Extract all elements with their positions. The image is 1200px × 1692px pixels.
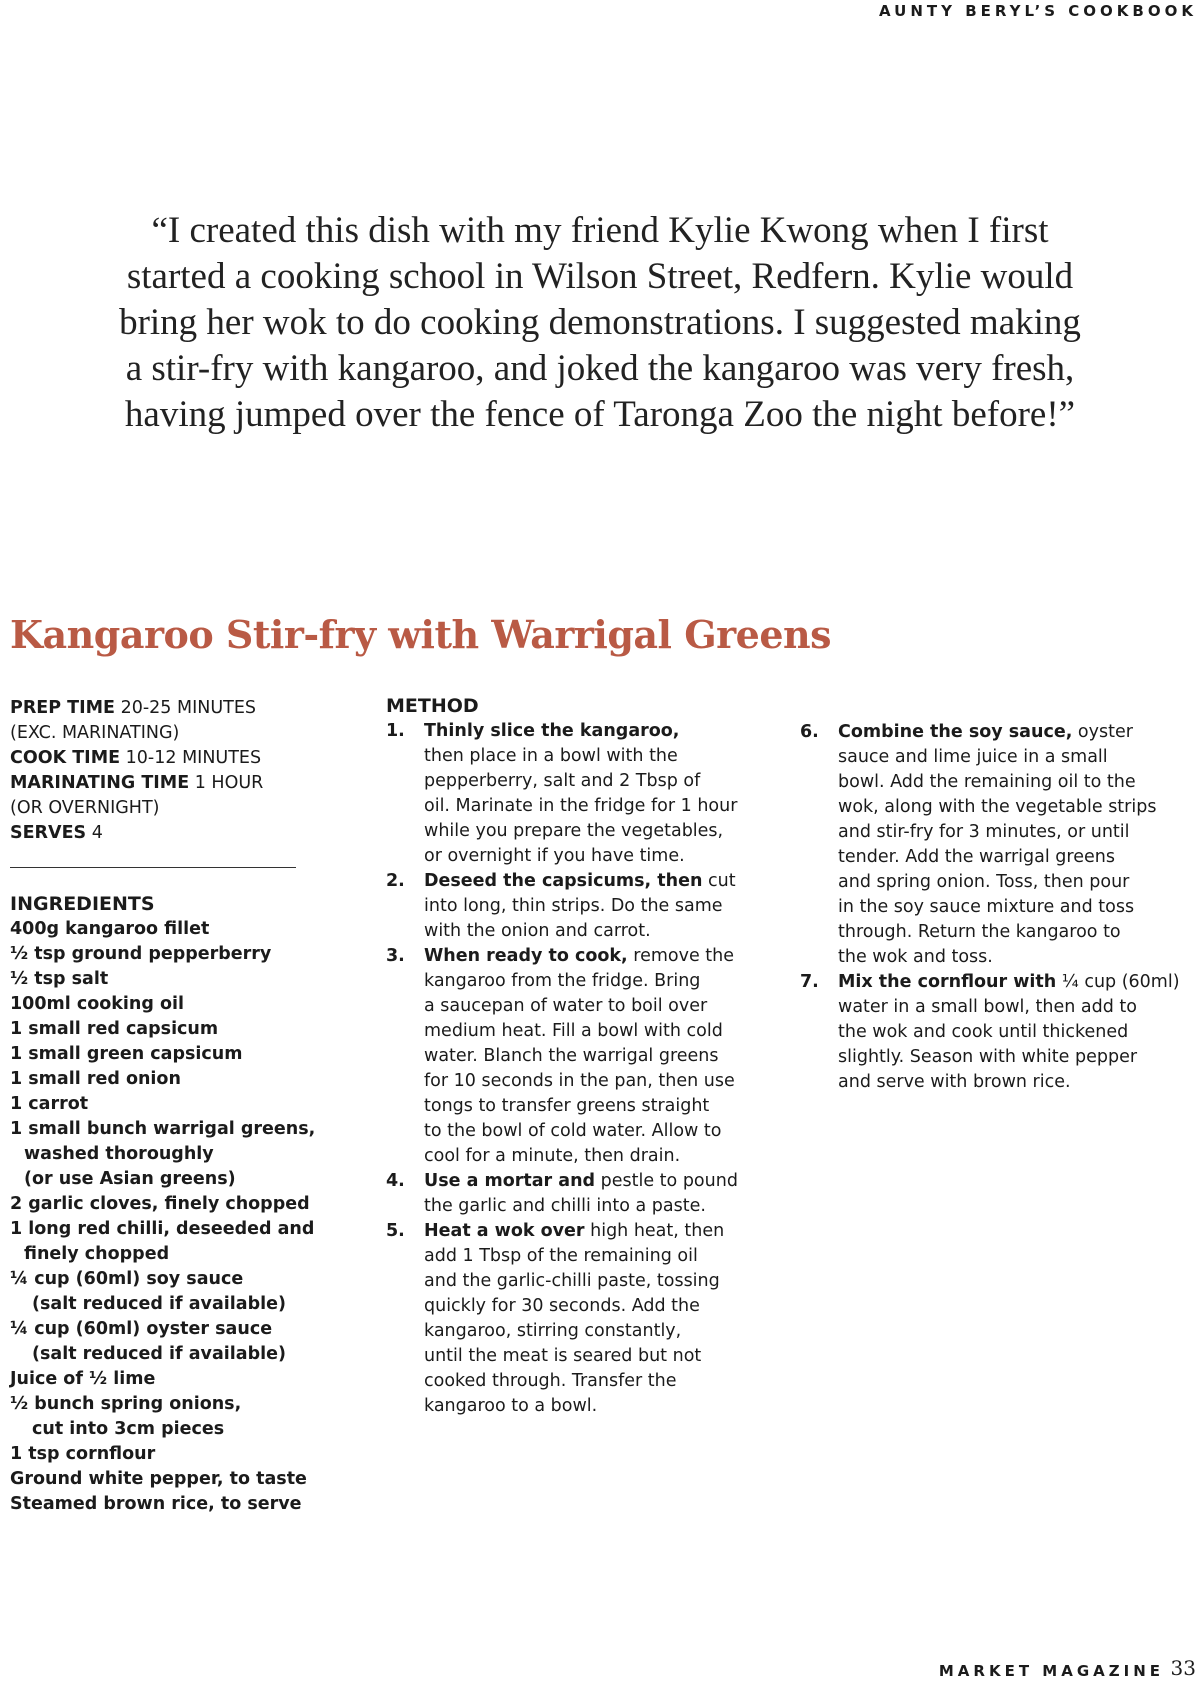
marinating-time-value: 1 HOUR	[194, 773, 264, 793]
ingredient-item: 1 long red chilli, deseeded and	[10, 1219, 315, 1239]
quote-line: a stir-fry with kangaroo, and joked the kangaroo was very fresh,	[125, 348, 1075, 389]
ingredient-item: Steamed brown rice, to serve	[10, 1494, 302, 1514]
ingredients-heading: INGREDIENTS	[10, 893, 155, 915]
ingredient-item-continued: finely chopped	[24, 1244, 170, 1264]
page-number: 33	[1170, 1656, 1196, 1680]
step-line: sauce and lime juice in a small	[838, 747, 1108, 767]
step-line: water. Blanch the warrigal greens	[424, 1046, 719, 1066]
step-line: and serve with brown rice.	[838, 1072, 1071, 1092]
ingredient-item: 1 small bunch warrigal greens,	[10, 1119, 316, 1139]
pull-quote	[60, 208, 1140, 438]
step-lead-rest: remove the	[627, 946, 735, 966]
step-text	[838, 970, 1180, 1095]
ingredient-item: 1 small green capsicum	[10, 1044, 243, 1064]
method-step	[386, 869, 756, 944]
method-column	[386, 694, 756, 1419]
step-number: 4.	[386, 1171, 405, 1191]
ingredient-item: ½ tsp ground pepperberry	[10, 944, 272, 964]
step-line: water in a small bowl, then add to	[838, 997, 1137, 1017]
method-step	[386, 944, 756, 1169]
step-lead: Combine the soy sauce,	[838, 722, 1073, 742]
ingredient-item: ¼ cup (60ml) soy sauce	[10, 1269, 244, 1289]
step-text	[424, 1169, 756, 1219]
quote-line: bring her wok to do cooking demonstrations. I suggested making	[119, 302, 1081, 343]
ingredient-item: 100ml cooking oil	[10, 994, 185, 1014]
cook-time-label: COOK TIME	[10, 748, 121, 768]
method-step	[800, 720, 1180, 970]
step-number: 3.	[386, 946, 405, 966]
step-line: cooked through. Transfer the	[424, 1371, 677, 1391]
ingredient-item: 1 carrot	[10, 1094, 89, 1114]
serves-value: 4	[91, 823, 103, 843]
step-line: or overnight if you have time.	[424, 846, 685, 866]
step-line: kangaroo from the fridge. Bring	[424, 971, 701, 991]
prep-time-value: 20-25 MINUTES	[120, 698, 257, 718]
ingredient-item-continued: cut into 3cm pieces	[32, 1419, 225, 1439]
step-line: into long, thin strips. Do the same	[424, 896, 723, 916]
marinating-time-label: MARINATING TIME	[10, 773, 190, 793]
step-line: bowl. Add the remaining oil to the	[838, 772, 1136, 792]
step-line: a saucepan of water to boil over	[424, 996, 708, 1016]
recipe-info-column	[10, 696, 316, 1517]
marinating-time-note: (OR OVERNIGHT)	[10, 798, 160, 818]
step-lead: Use a mortar and	[424, 1171, 596, 1191]
step-line: kangaroo to a bowl.	[424, 1396, 598, 1416]
recipe-title: Kangaroo Stir-fry with Warrigal Greens	[10, 612, 832, 657]
step-line: then place in a bowl with the	[424, 746, 678, 766]
quote-line: having jumped over the fence of Taronga Zoo the night before!”	[124, 394, 1076, 435]
method-step	[386, 1169, 756, 1219]
ingredient-item: ½ tsp salt	[10, 969, 109, 989]
ingredient-item: ½ bunch spring onions,	[10, 1394, 242, 1414]
serves	[10, 821, 310, 846]
magazine-footer: MARKET MAGAZINE	[938, 1662, 1164, 1680]
step-lead-rest: ¼ cup (60ml)	[1056, 972, 1180, 992]
step-line: wok, along with the vegetable strips	[838, 797, 1157, 817]
step-line: kangaroo, stirring constantly,	[424, 1321, 682, 1341]
step-lead: Deseed the capsicums, then	[424, 871, 703, 891]
step-line: and the garlic-chilli paste, tossing	[424, 1271, 720, 1291]
step-line: the wok and cook until thickened	[838, 1022, 1129, 1042]
step-lead-rest: oyster	[1072, 722, 1133, 742]
step-line: oil. Marinate in the fridge for 1 hour	[424, 796, 738, 816]
method-heading: METHOD	[386, 695, 479, 717]
step-line: the wok and toss.	[838, 947, 993, 967]
step-line: slightly. Season with white pepper	[838, 1047, 1138, 1067]
step-line: tender. Add the warrigal greens	[838, 847, 1115, 867]
method-step	[386, 1219, 756, 1419]
step-lead: Thinly slice the kangaroo,	[424, 721, 680, 741]
step-line: for 10 seconds in the pan, then use	[424, 1071, 735, 1091]
ingredient-item-continued: washed thoroughly	[24, 1144, 214, 1164]
ingredient-item-continued: (salt reduced if available)	[32, 1294, 286, 1314]
marinating-time	[10, 771, 310, 796]
step-text	[424, 869, 756, 944]
step-line: in the soy sauce mixture and toss	[838, 897, 1135, 917]
step-line: to the bowl of cold water. Allow to	[424, 1121, 722, 1141]
step-line: and stir-fry for 3 minutes, or until	[838, 822, 1130, 842]
ingredient-item: Ground white pepper, to taste	[10, 1469, 307, 1489]
step-line: with the onion and carrot.	[424, 921, 651, 941]
step-number: 7.	[800, 972, 819, 992]
method-step	[800, 970, 1180, 1095]
step-lead-rest: high heat, then	[584, 1221, 725, 1241]
step-lead: Mix the cornflour with	[838, 972, 1057, 992]
step-line: through. Return the kangaroo to	[838, 922, 1121, 942]
ingredient-item: 2 garlic cloves, finely chopped	[10, 1194, 310, 1214]
divider	[10, 867, 296, 868]
step-number: 5.	[386, 1221, 405, 1241]
ingredient-item: 400g kangaroo fillet	[10, 919, 210, 939]
step-line: cool for a minute, then drain.	[424, 1146, 681, 1166]
step-text	[424, 944, 756, 1169]
step-line: while you prepare the vegetables,	[424, 821, 724, 841]
running-header: AUNTY BERYL’S COOKBOOK	[879, 2, 1197, 20]
step-number: 2.	[386, 871, 405, 891]
ingredient-item: 1 tsp cornflour	[10, 1444, 156, 1464]
ingredient-item-continued: (or use Asian greens)	[24, 1169, 236, 1189]
step-lead: Heat a wok over	[424, 1221, 585, 1241]
step-text	[424, 719, 756, 869]
step-text	[838, 720, 1180, 970]
method-column-continued	[800, 720, 1180, 1095]
step-lead-rest: cut	[702, 871, 736, 891]
cook-time-value: 10-12 MINUTES	[125, 748, 262, 768]
ingredient-item: ¼ cup (60ml) oyster sauce	[10, 1319, 273, 1339]
ingredient-item: 1 small red onion	[10, 1069, 181, 1089]
ingredient-item-continued: (salt reduced if available)	[32, 1344, 286, 1364]
step-line: medium heat. Fill a bowl with cold	[424, 1021, 723, 1041]
step-lead-rest: pestle to pound	[595, 1171, 738, 1191]
step-text	[424, 1219, 756, 1419]
prep-time-note: (EXC. MARINATING)	[10, 723, 180, 743]
method-step	[386, 719, 756, 869]
prep-time-label: PREP TIME	[10, 698, 115, 718]
step-number: 1.	[386, 721, 405, 741]
step-lead: When ready to cook,	[424, 946, 628, 966]
step-line: pepperberry, salt and 2 Tbsp of	[424, 771, 701, 791]
step-number: 6.	[800, 722, 819, 742]
step-line: quickly for 30 seconds. Add the	[424, 1296, 700, 1316]
ingredient-item: 1 small red capsicum	[10, 1019, 219, 1039]
step-line: add 1 Tbsp of the remaining oil	[424, 1246, 698, 1266]
cook-time	[10, 746, 310, 771]
step-line: until the meat is seared but not	[424, 1346, 702, 1366]
serves-label: SERVES	[10, 823, 87, 843]
ingredient-item: Juice of ½ lime	[10, 1369, 156, 1389]
ingredients-list	[10, 917, 316, 1517]
quote-line: “I created this dish with my friend Kylie Kwong when I first	[151, 210, 1049, 251]
step-line: tongs to transfer greens straight	[424, 1096, 710, 1116]
prep-time	[10, 696, 310, 721]
step-line: the garlic and chilli into a paste.	[424, 1196, 706, 1216]
step-line: and spring onion. Toss, then pour	[838, 872, 1130, 892]
quote-line: started a cooking school in Wilson Street, Redfern. Kylie would	[126, 256, 1074, 297]
